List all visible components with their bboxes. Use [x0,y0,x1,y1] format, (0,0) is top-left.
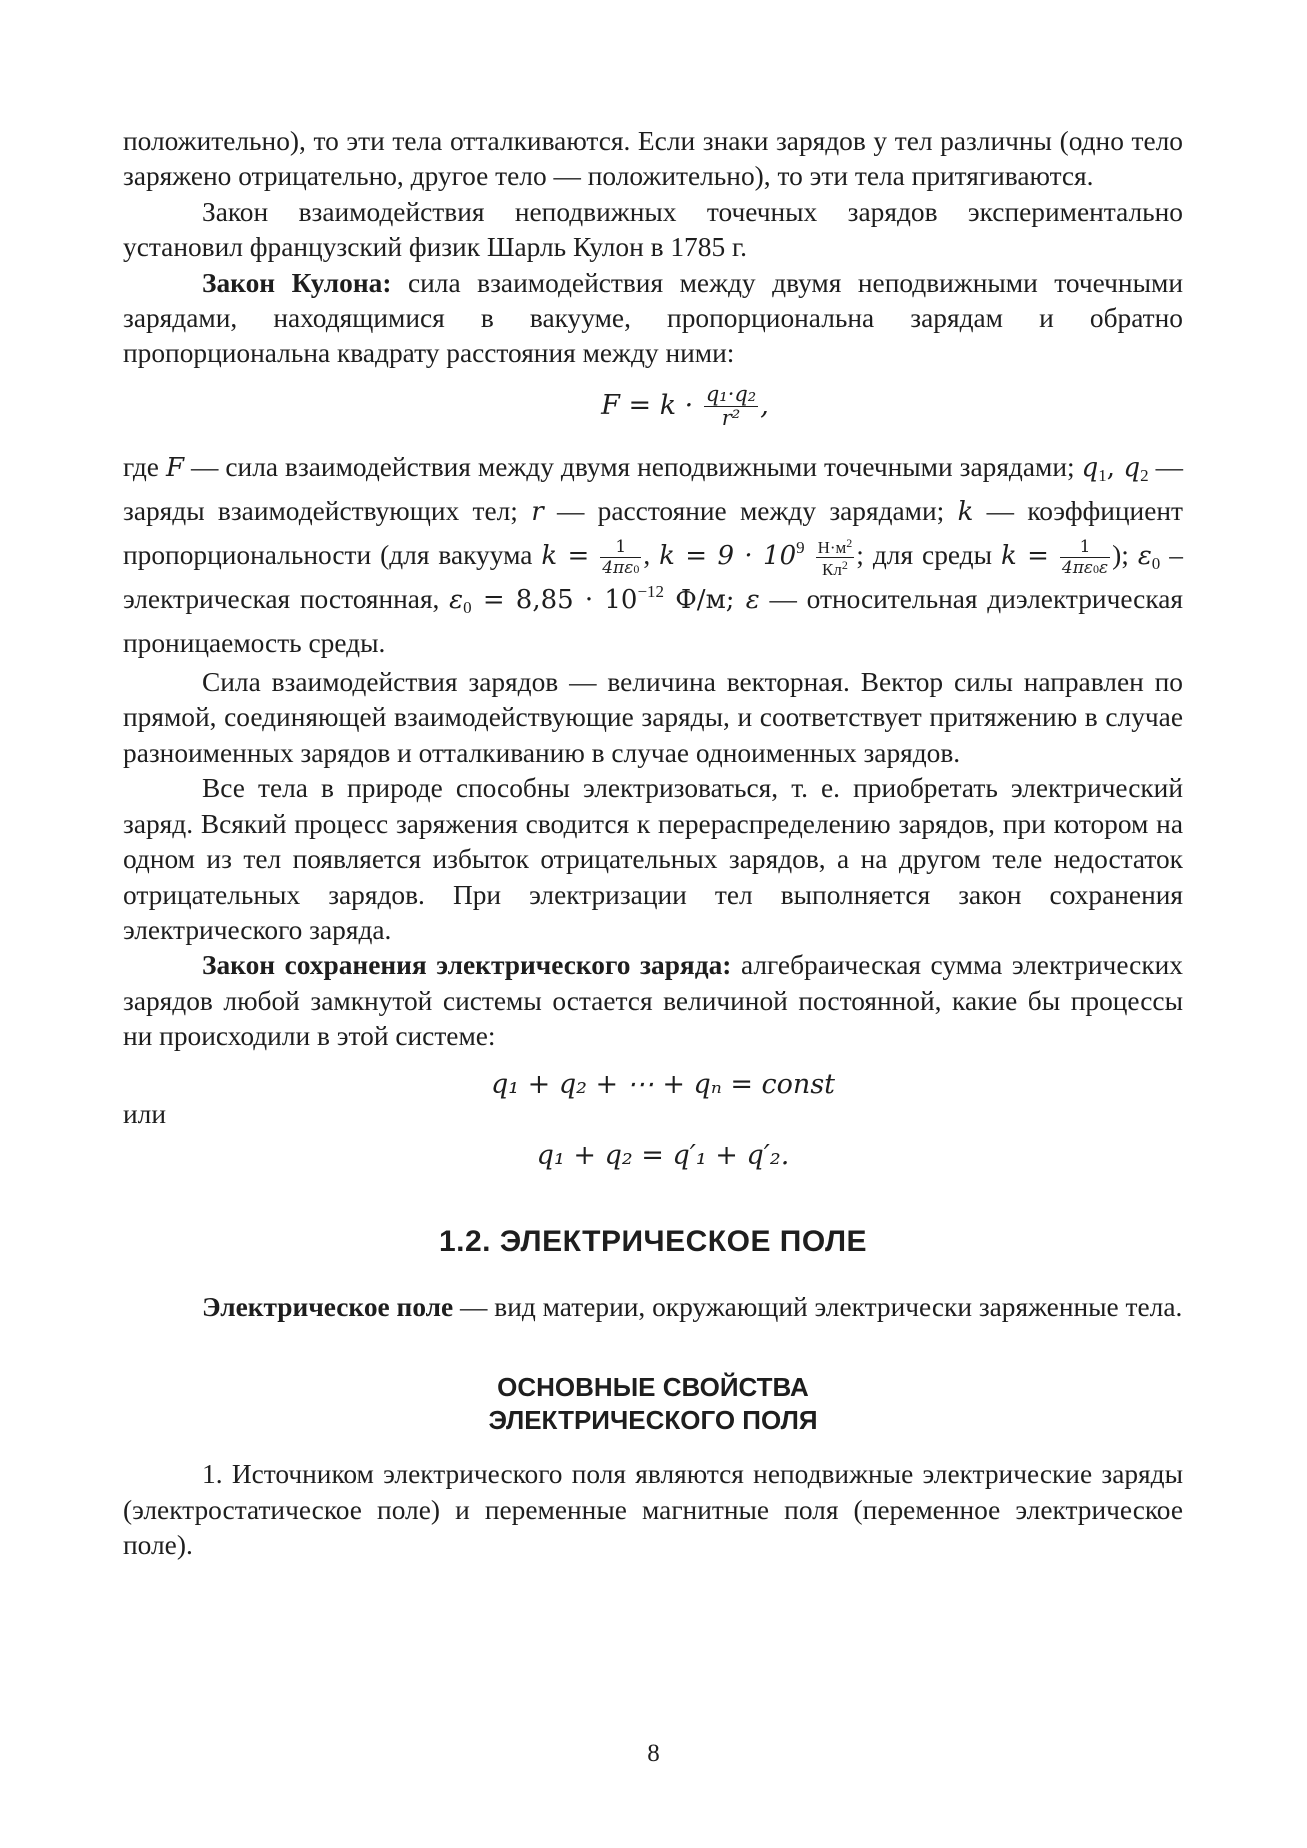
paragraph-formula-legend: где F — сила взаимодействия между двумя неподвижными точечными зарядами; q1, q2 — заряды взаимодействующих тел; r — расстояние между зарядами; k — коэффициент пропорциональности (для вакуума k = $\frac{1}{4\pi\varepsilon 0}$ , $k = 9 \cdot 10^9$ $\frac{Н\cdot м^2}{Кл^2}$ ; для среды k = $\frac{1}{4\pi\varepsilon 0\varepsilon}$ ); ε0 – электрическая постоянная, $\varepsilon 0 = 8,85 \cdot 10^{-12}$ Ф/м; ε — относительная диэлектрическая проницаемость среды. [123,451,1184,659]
section-heading: 1.2. ЭЛЕКТРИЧЕСКОЕ ПОЛЕ [438,1224,868,1258]
paragraph-coulomb-history: Закон взаимодействия неподвижных точечных зарядов экспериментально установил французский физик Шарль Кулон в 1785 г. [123,196,1183,263]
text-body [123,124,1183,1564]
paragraph-coulomb-law: Закон Кулона: сила взаимодействия между двумя неподвижными точечными зарядами, находящимися в вакууме, пропорциональна зарядам и обратно пропорциональна квадрату расстояния между ними: [123,267,1183,369]
conservation-formula-pair: q₁ + q₂ = q′₁ + q′₂. [536,1139,790,1171]
term-conservation-law: Закон сохранения электрического заряда: [202,950,732,981]
paragraph-conservation-law: Закон сохранения электрического заряда: алгебраическая сумма электрических зарядов любой замкнутой системы остается величиной постоянной, какие бы процессы ни происходили в этой системе: [123,950,1183,1052]
paragraph-field-sources: 1. Источником электрического поля являются неподвижные электрические заряды (электростатическое поле) и переменные магнитные поля (переменное электрическое поле). [123,1459,1183,1561]
conservation-formula-sum: q₁ + q₂ + ⋯ + qₙ = const [490,1068,836,1100]
unit-fraction: $\frac{Н\cdot м^2}{Кл^2}$ [817,536,853,580]
paragraph-repulsion: положительно), то эти тела отталкиваются. Если знаки зарядов у тел различны (одно тело заряжено отрицательно, другое тело — положительно), то эти тела притягиваются. [123,126,1183,192]
term-coulomb-law: Закон Кулона [202,267,383,298]
paragraph-electrization: Все тела в природе способны электризоваться, т. е. приобретать электрический заряд. Всякий процесс заряжения сводится к перераспределению зарядов, при котором на одном из тел появляется избыток отрицательных зарядов, а на другом теле недостаток отрицательных зарядов. При электризации тел выполняется закон сохранения электрического заряда. [123,773,1183,945]
vacuum-k-fraction: $\frac{1}{4\pi\varepsilon 0}$ [602,536,640,578]
paragraph-vector-force: Сила взаимодействия зарядов — величина векторная. Вектор силы направлен по прямой, соединяющей взаимодействующие заряды, и соответствует притяжению в случае разноименных зарядов и отталкиванию в случае одноименных зарядов. [123,667,1183,768]
page-number: 8 [647,1740,660,1767]
coulomb-fraction: $\frac{\text{q₁·q₂}}{\text{r²}}$ [705,381,757,430]
or-word: или [123,1098,166,1129]
term-electric-field: Электрическое поле [202,1291,454,1322]
paragraph-electric-field-definition: Электрическое поле — вид материи, окружающий электрически заряженные тела. [202,1291,1183,1322]
subheading: ОСНОВНЫЕ СВОЙСТВА ЭЛЕКТРИЧЕСКОГО ПОЛЯ [488,1372,818,1436]
coulomb-formula: F = k · $\frac{\text{q₁·q₂}}{\text{r²}}$ , [601,381,769,430]
medium-k-fraction: $\frac{1}{4\pi\varepsilon 0\varepsilon}$ [1061,536,1109,578]
